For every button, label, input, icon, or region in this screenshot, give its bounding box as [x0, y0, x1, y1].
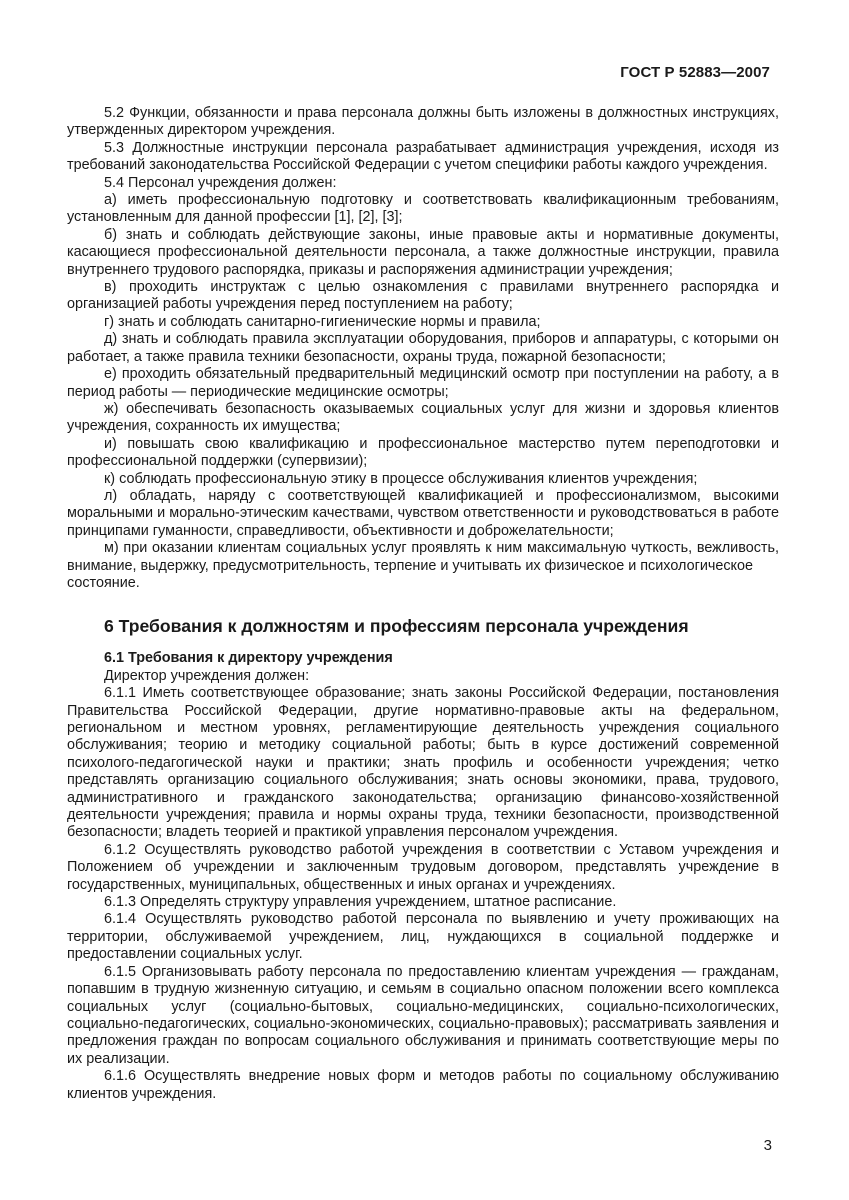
paragraph: д) знать и соблюдать правила эксплуатации оборудования, приборов и аппаратуры, с которыми он работает, а также правила техники безопасности, охраны труда, пожарной безопасности; [67, 331, 779, 365]
page-number: 3 [763, 1137, 772, 1154]
paragraph: 6.1.2 Осуществлять руководство работой учреждения в соответствии с Уставом учреждения и Положением об учреждении и заключенным трудовым договором, представлять учреждение в государственных, муниципальных, общественных и иных органах и учреждениях. [67, 841, 779, 893]
paragraph: состояние. [67, 574, 140, 591]
paragraph: е) проходить обязательный предварительный медицинский осмотр при поступлении на работу, а в период работы — периодические медицинские осмотры; [67, 366, 779, 400]
paragraph: 6.1.3 Определять структуру управления учреждением, штатное расписание. [104, 894, 617, 911]
paragraph: 5.3 Должностные инструкции персонала разрабатывает администрация учреждения, исходя из требований законодательства Российской Федерации с учетом специфики работы каждого учреждения. [67, 139, 779, 174]
section-heading: 6 Требования к должностям и профессиям персонала учреждения [104, 616, 689, 637]
document-body [67, 105, 779, 1103]
paragraph: г) знать и соблюдать санитарно-гигиенические нормы и правила; [104, 313, 541, 330]
paragraph: б) знать и соблюдать действующие законы, иные правовые акты и нормативные документы, касающиеся профессиональной деятельности персонала, а также должностные инструкции, правила внутреннего трудового распорядка, приказы и распоряжения администрации учреждения; [67, 226, 779, 278]
paragraph: 6.1.1 Иметь соответствующее образование; знать законы Российской Федерации, постановления Правительства Российской Федерации, другие нормативно-правовые акты на федеральном, региональном и местном уровнях, регламентирующие деятельность учреждения социального обслуживания; теорию и методику социальной работы; быть в курсе достижений современной психолого-педагогической науки и практики; знать профиль и особенности учреждения; четко представлять организацию социального обслуживания; знать основы экономики, права, трудового, административного и гражданского законодательства; организацию финансово-хозяйственной деятельности учреждения; правила и нормы охраны труда, техники безопасности, производственной безопасности; владеть теорией и практикой управления персоналом учреждения. [67, 685, 779, 841]
paragraph: а) иметь профессиональную подготовку и соответствовать квалификационным требованиям, установленным для данной профессии [1], [2], [3]; [67, 192, 779, 226]
paragraph: л) обладать, наряду с соответствующей квалификацией и профессионализмом, высокими моральными и морально-этическим качествами, чувством ответственности и руководствоваться в работе принципами гуманности, справедливости, объективности и доброжелательности; [67, 487, 779, 539]
paragraph: ж) обеспечивать безопасность оказываемых социальных услуг для жизни и здоровья клиентов учреждения, сохранность их имущества; [67, 400, 779, 435]
paragraph: в) проходить инструктаж с целью ознакомления с правилами внутреннего распорядка и организацией работы учреждения перед поступлением на работу; [67, 279, 779, 313]
paragraph: 6.1.4 Осуществлять руководство работой персонала по выявлению и учету проживающих на территории, обслуживаемой учреждением, лиц, нуждающихся в социальной поддержке и предоставлении социальных услуг. [67, 911, 779, 963]
subsection-heading: 6.1 Требования к директору учреждения [104, 650, 393, 667]
paragraph: 6.1.5 Организовывать работу персонала по предоставлению клиентам учреждения — гражданам, попавшим в трудную жизненную ситуацию, и семьям в социально опасном положении всего комплекса социальных услуг (социально-бытовых, социально-медицинских, социально-психологических, социально-педагогических, социально-экономических, социально-правовых); рассматривать заявления и предложения граждан по вопросам социального обслуживания и принимать соответствующие меры по их реализации. [67, 963, 779, 1067]
paragraph: м) при оказании клиентам социальных услуг проявлять к ним максимальную чуткость, вежливость, внимание, выдержку, предусмотрительность, терпение и учитывать их физическое и психологическое [67, 540, 779, 574]
paragraph: 5.2 Функции, обязанности и права персонала должны быть изложены в должностных инструкциях, утвержденных директором учреждения. [67, 105, 779, 139]
paragraph: 5.4 Персонал учреждения должен: [104, 174, 337, 191]
paragraph: и) повышать свою квалификацию и профессиональное мастерство путем переподготовки и профессиональной поддержки (супервизии); [67, 435, 779, 470]
paragraph: к) соблюдать профессиональную этику в процессе обслуживания клиентов учреждения; [104, 470, 698, 487]
document-code: ГОСТ Р 52883—2007 [620, 64, 770, 81]
paragraph: Директор учреждения должен: [104, 667, 310, 684]
paragraph: 6.1.6 Осуществлять внедрение новых форм и методов работы по социальному обслуживанию клиентов учреждения. [67, 1068, 779, 1102]
